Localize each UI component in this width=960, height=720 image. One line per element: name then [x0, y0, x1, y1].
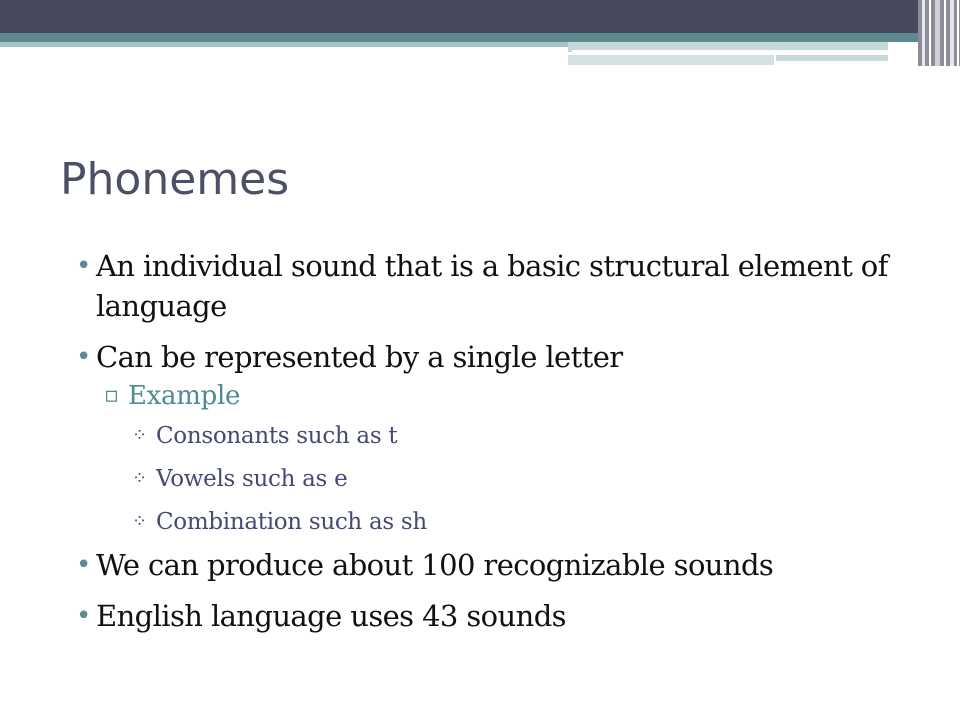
header-teal-band: [0, 33, 960, 42]
example-marker: ⁘: [132, 511, 147, 532]
header-light-band: [0, 42, 568, 47]
example-item: [76, 507, 936, 537]
header-dark-band: [0, 0, 960, 33]
bullet-item: [76, 246, 936, 326]
bullet-text: An individual sound that is a basic structural element of language: [96, 249, 888, 323]
example-marker: ⁘: [132, 425, 147, 446]
bullet-marker: •: [76, 601, 91, 631]
bullet-item: [76, 596, 936, 636]
header-accent-bar-right: [776, 55, 888, 61]
header-stripes: [918, 0, 960, 66]
bullet-text: We can produce about 100 recognizable sounds: [96, 548, 774, 582]
bullet-text: English language uses 43 sounds: [96, 599, 566, 633]
sub-bullet-item: [76, 379, 936, 413]
bullet-list: [76, 246, 936, 636]
bullet-marker: •: [76, 342, 91, 372]
example-text: Consonants such as t: [156, 423, 398, 449]
bullet-item: [76, 337, 936, 377]
header-accent-bar-lower: [568, 55, 774, 65]
sub-bullet-text: Example: [128, 381, 241, 411]
example-text: Combination such as sh: [156, 509, 427, 535]
bullet-item: [76, 545, 936, 585]
slide-title: Phonemes: [60, 154, 290, 205]
header-accent-line: [572, 50, 888, 52]
bullet-text: Can be represented by a single letter: [96, 340, 623, 374]
example-text: Vowels such as e: [156, 466, 348, 492]
bullet-marker: •: [76, 251, 91, 281]
example-item: [76, 421, 936, 451]
bullet-marker: •: [76, 550, 91, 580]
example-marker: ⁘: [132, 468, 147, 489]
sub-bullet-marker: ▫: [104, 383, 119, 408]
example-item: [76, 464, 936, 494]
